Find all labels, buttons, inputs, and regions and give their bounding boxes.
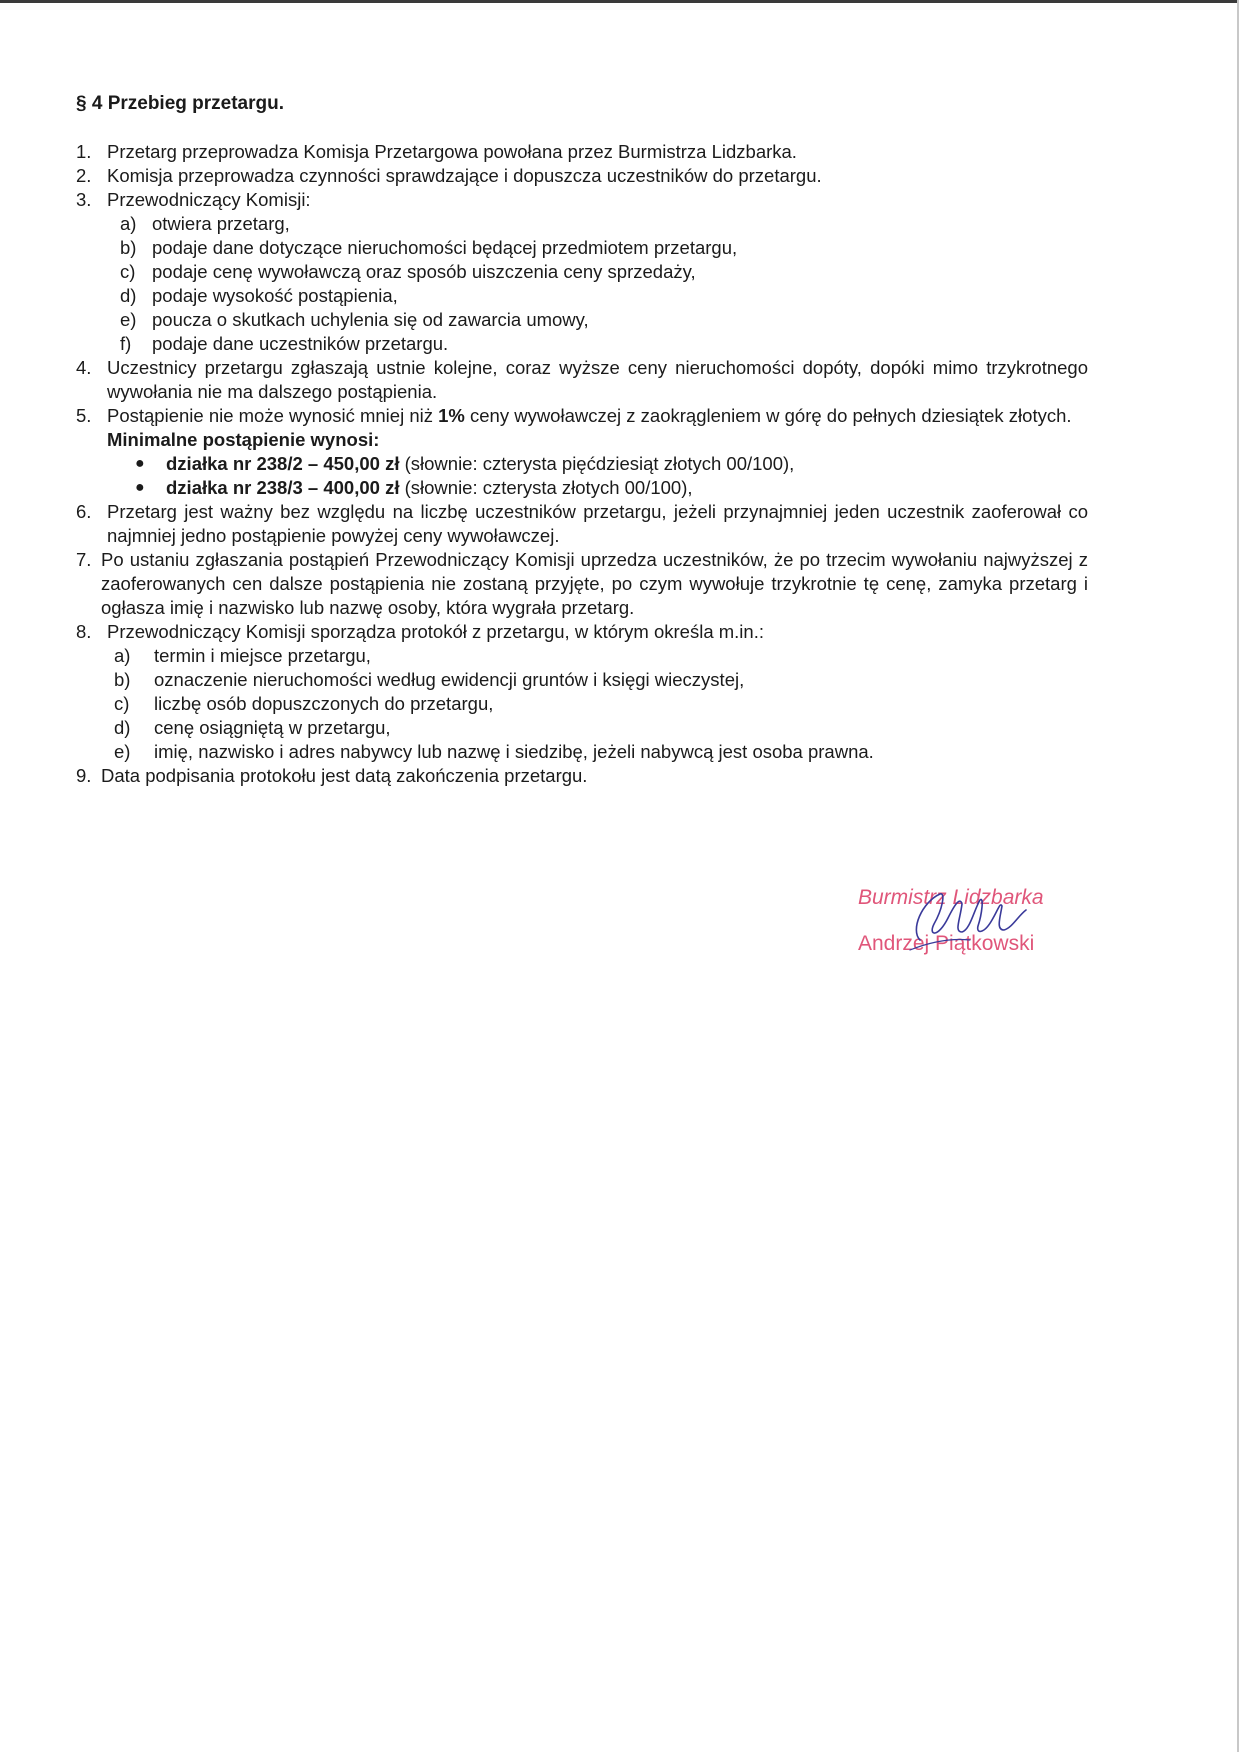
sub-item-3a	[76, 212, 1088, 236]
sub-mark: e)	[114, 741, 131, 762]
sub-text: termin i miejsce przetargu,	[154, 645, 371, 666]
sub-item-8b	[76, 668, 1088, 692]
bullet-dot-icon: ●	[135, 455, 145, 472]
item-number: 4.	[76, 357, 92, 378]
item-text: Postąpienie nie może wynosić mniej niż	[107, 405, 439, 426]
sub-text: podaje dane dotyczące nieruchomości będącej przedmiotem przetargu,	[152, 237, 738, 258]
bullet-item-plot-1	[76, 452, 1088, 476]
handwritten-signature	[850, 880, 1090, 970]
sub-item-8a	[76, 644, 1088, 668]
sub-item-3c	[76, 260, 1088, 284]
sub-mark: b)	[120, 237, 137, 258]
item-text: Przetarg jest ważny bez względu na liczbę uczestników przetargu, jeżeli przynajmniej jeden uczestnik zaoferował co najmniej jedno postąpienie powyżej ceny wywoławczej.	[107, 501, 1088, 546]
list-item-4	[76, 356, 1088, 404]
item-number: 6.	[76, 501, 92, 522]
list-item-6	[76, 500, 1088, 548]
item-number: 8.	[76, 621, 92, 642]
bullet-bold: działka nr 238/3 – 400,00 zł	[166, 477, 400, 498]
sub-item-8d	[76, 716, 1088, 740]
section-heading: § 4 Przebieg przetargu.	[76, 93, 285, 114]
bullet-bold: działka nr 238/2 – 450,00 zł	[166, 453, 400, 474]
stamp-title: Burmistrz Lidzbarka	[858, 886, 1044, 909]
sub-mark: a)	[114, 645, 131, 666]
sub-text: imię, nazwisko i adres nabywcy lub nazwę i siedzibę, jeżeli nabywcą jest osoba prawna.	[154, 741, 874, 762]
sub-text: oznaczenie nieruchomości według ewidencji gruntów i księgi wieczystej,	[154, 669, 745, 690]
list-item-5	[76, 404, 1088, 428]
item-number: 9.	[76, 765, 92, 786]
stamp-name: Andrzej Piątkowski	[858, 932, 1035, 955]
sub-text: podaje dane uczestników przetargu.	[152, 333, 449, 354]
item-number: 2.	[76, 165, 92, 186]
item-text: Przewodniczący Komisji sporządza protokół z przetargu, w którym określa m.in.:	[107, 621, 764, 642]
item-text: Uczestnicy przetargu zgłaszają ustnie kolejne, coraz wyższe ceny nieruchomości dopóty, dopóki mimo trzykrotnego wywołania nie ma dalszego postąpienia.	[107, 357, 1088, 402]
bullet-text: (słownie: czterysta złotych 00/100),	[399, 477, 693, 498]
sub-text: liczbę osób dopuszczonych do przetargu,	[154, 693, 494, 714]
bullet-text: (słownie: czterysta pięćdziesiąt złotych 00/100),	[399, 453, 795, 474]
item-text: Przetarg przeprowadza Komisja Przetargowa powołana przez Burmistrza Lidzbarka.	[107, 141, 797, 162]
bullet-item-plot-2	[76, 476, 1088, 500]
sub-mark: f)	[120, 333, 132, 354]
item-text: ceny wywoławczej z zaokrągleniem w górę do pełnych dziesiątek złotych.	[464, 405, 1072, 426]
item-number: 3.	[76, 189, 92, 210]
sub-item-8e	[76, 740, 1088, 764]
sub-mark: c)	[114, 693, 130, 714]
scan-top-edge	[0, 0, 1239, 3]
minimal-bid-label: Minimalne postąpienie wynosi:	[107, 429, 380, 450]
list-item-3	[76, 188, 1088, 212]
sub-item-3e	[76, 308, 1088, 332]
sub-text: podaje cenę wywoławczą oraz sposób uiszczenia ceny sprzedaży,	[152, 261, 696, 282]
document-body	[76, 92, 1088, 788]
sub-text: podaje wysokość postąpienia,	[152, 285, 398, 306]
item-text: Przewodniczący Komisji:	[107, 189, 311, 210]
item-number: 5.	[76, 405, 92, 426]
list-item-9	[76, 764, 1088, 788]
bullet-dot-icon: ●	[135, 479, 145, 496]
sub-mark: d)	[114, 717, 131, 738]
sub-item-3d	[76, 284, 1088, 308]
item-number: 7.	[76, 549, 92, 570]
sub-mark: d)	[120, 285, 137, 306]
item-text: Data podpisania protokołu jest datą zakończenia przetargu.	[101, 765, 588, 786]
list-item-2	[76, 164, 1088, 188]
list-item-8	[76, 620, 1088, 644]
sub-mark: a)	[120, 213, 137, 234]
list-item-1	[76, 140, 1088, 164]
sub-mark: c)	[120, 261, 136, 282]
sub-item-3f	[76, 332, 1088, 356]
item-text: Po ustaniu zgłaszania postąpień Przewodniczący Komisji uprzedza uczestników, że po trzecim wywołaniu najwyższej z zaoferowanych cen dalsze postąpienia nie zostaną przyjęte, po czym wywołuje trzykrotnie tę cenę, zamyka przetarg i ogłasza imię i nazwisko lub nazwę osoby, która wygrała przetarg.	[101, 549, 1088, 618]
sub-text: poucza o skutkach uchylenia się od zawarcia umowy,	[152, 309, 589, 330]
mayor-stamp-signature	[850, 880, 1090, 970]
list-item-7	[76, 548, 1088, 620]
item-number: 1.	[76, 141, 92, 162]
sub-item-8c	[76, 692, 1088, 716]
item-text-bold: 1%	[438, 405, 465, 426]
item-text: Komisja przeprowadza czynności sprawdzające i dopuszcza uczestników do przetargu.	[107, 165, 822, 186]
sub-item-3b	[76, 236, 1088, 260]
sub-text: cenę osiągniętą w przetargu,	[154, 717, 391, 738]
sub-text: otwiera przetarg,	[152, 213, 290, 234]
sub-mark: b)	[114, 669, 131, 690]
sub-mark: e)	[120, 309, 137, 330]
